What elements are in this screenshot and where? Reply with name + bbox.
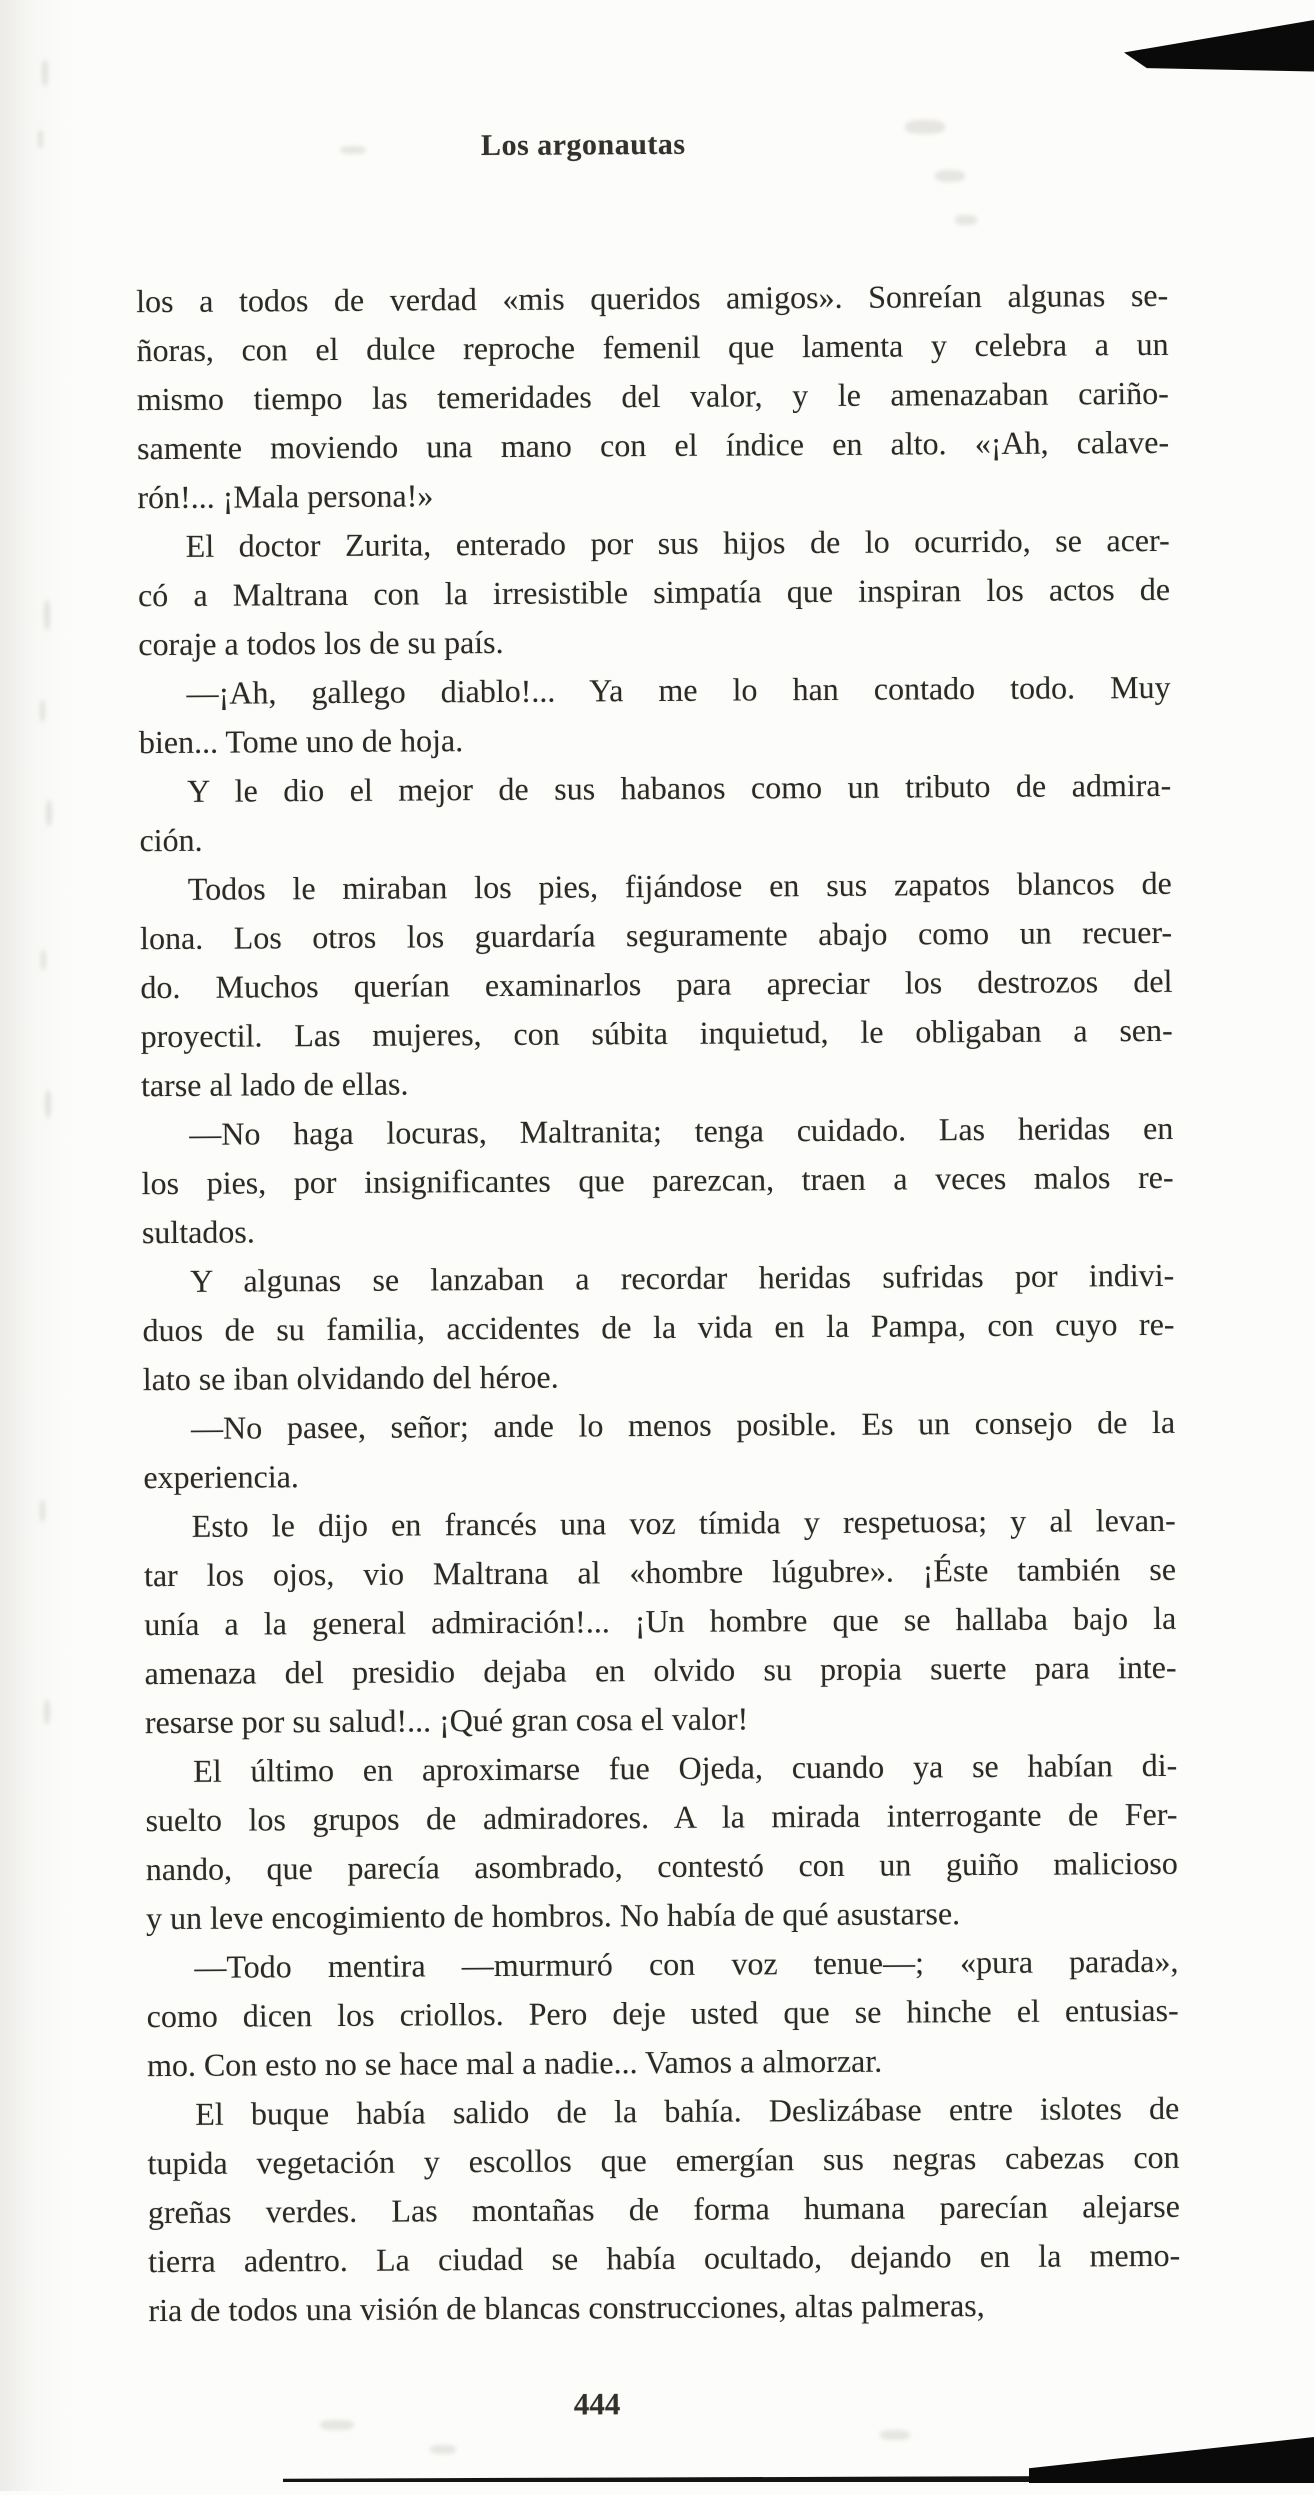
- text-line: ñoras, con el dulce reproche femenil que lamenta y celebra a un: [136, 325, 1169, 369]
- text-line: do. Muchos querían examinarlos para apreciar los destrozos del: [140, 962, 1173, 1006]
- paragraph: [147, 2084, 1180, 2335]
- paragraph: [140, 859, 1173, 1110]
- text-line: los pies, por insignificantes que parezcan, traen a veces malos re-: [141, 1158, 1174, 1202]
- text-line: Y algunas se lanzaban a recordar heridas sufridas por indivi-: [190, 1256, 1175, 1299]
- paragraph: [139, 761, 1172, 865]
- text-line: experiencia.: [143, 1458, 299, 1496]
- text-line: proyectil. Las mujeres, con súbita inquietud, le obligaban a sen-: [140, 1011, 1173, 1055]
- text-line: El buque había salido de la bahía. Deslizábase entre islotes de: [195, 2089, 1180, 2132]
- text-line: El doctor Zurita, enterado por sus hijos de lo ocurrido, se acer-: [185, 521, 1170, 564]
- text-line: los a todos de verdad «mis queridos amigos». Sonreían algunas se-: [136, 276, 1169, 320]
- text-line: Y le dio el mejor de sus habanos como un tributo de admira-: [187, 766, 1172, 809]
- text-line: Esto le dijo en francés una voz tímida y respetuosa; y al levan-: [191, 1501, 1176, 1544]
- text-line: —No pasee, señor; ande lo menos posible. Es un consejo de la: [190, 1403, 1176, 1446]
- text-line: lato se iban olvidando del héroe.: [142, 1358, 559, 1398]
- text-line: —Todo mentira —murmuró con voz tenue—; «pura parada»,: [194, 1942, 1179, 1985]
- text-line: coraje a todos los de su país.: [138, 623, 504, 663]
- text-line: como dicen los criollos. Pero deje usted que se hinche el entusias-: [146, 1991, 1179, 2035]
- text-line: mo. Con esto no se hace mal a nadie... Vamos a almorzar.: [146, 2042, 883, 2084]
- paragraph: [138, 663, 1171, 767]
- text-line: tierra adentro. La ciudad se había ocultado, dejando en la memo-: [148, 2236, 1181, 2280]
- text-line: tupida vegetación y escollos que emergían sus negras cabezas con: [147, 2138, 1180, 2182]
- text-line: tarse al lado de ellas.: [140, 1065, 409, 1104]
- text-line: suelto los grupos de admiradores. A la mirada interrogante de Fer-: [145, 1795, 1178, 1839]
- paragraph: [145, 1741, 1178, 1943]
- text-line: resarse por su salud!... ¡Qué gran cosa el valor!: [144, 1700, 749, 1741]
- page-number: 444: [573, 2386, 621, 2422]
- text-line: —¡Ah, gallego diablo!... Ya me lo han contado todo. Muy: [186, 668, 1171, 711]
- text-line: bien... Tome uno de hoja.: [138, 722, 464, 761]
- text-line: ción.: [139, 821, 203, 859]
- text-line: El último en aproximarse fue Ojeda, cuando ya se habían di-: [193, 1746, 1178, 1789]
- paragraph: [136, 271, 1169, 522]
- text-line: duos de su familia, accidentes de la vida en la Pampa, con cuyo re-: [142, 1305, 1175, 1349]
- paragraph: [141, 1104, 1174, 1257]
- text-line: unía a la general admiración!... ¡Un hombre que se hallaba bajo la: [144, 1599, 1177, 1643]
- text-line: ria de todos una visión de blancas construcciones, altas palmeras,: [148, 2287, 985, 2329]
- text-line: —No haga locuras, Maltranita; tenga cuidado. Las heridas en: [189, 1109, 1174, 1152]
- paragraph: [142, 1251, 1175, 1404]
- paragraph: [138, 516, 1171, 669]
- text-line: mismo tiempo las temeridades del valor, y le amenazaban cariño-: [136, 374, 1169, 418]
- text-line: amenaza del presidio dejaba en olvido su propia suerte para inte-: [144, 1648, 1177, 1692]
- text-line: y un leve encogimiento de hombros. No había de qué asustarse.: [145, 1895, 961, 1937]
- paragraph: [146, 1937, 1179, 2090]
- text-line: greñas verdes. Las montañas de forma humana parecían alejarse: [147, 2187, 1180, 2231]
- text-line: Todos le miraban los pies, fijándose en sus zapatos blancos de: [187, 864, 1172, 907]
- running-head: Los argonautas: [480, 127, 686, 163]
- text-block: [136, 271, 1181, 2335]
- text-line: tar los ojos, vio Maltrana al «hombre lúgubre». ¡Éste también se: [143, 1550, 1177, 1594]
- text-line: rón!... ¡Mala persona!»: [137, 477, 434, 516]
- text-line: lona. Los otros los guardaría seguramente abajo como un recuer-: [140, 913, 1173, 957]
- text-line: nando, que parecía asombrado, contestó con un guiño malicioso: [145, 1844, 1178, 1888]
- text-line: samente moviendo una mano con el índice en alto. «¡Ah, calave-: [137, 423, 1170, 467]
- text-line: có a Maltrana con la irresistible simpatía que inspiran los actos de: [137, 570, 1171, 614]
- text-line: sultados.: [141, 1213, 255, 1251]
- paragraph: [144, 1496, 1177, 1747]
- paragraph: [143, 1398, 1176, 1502]
